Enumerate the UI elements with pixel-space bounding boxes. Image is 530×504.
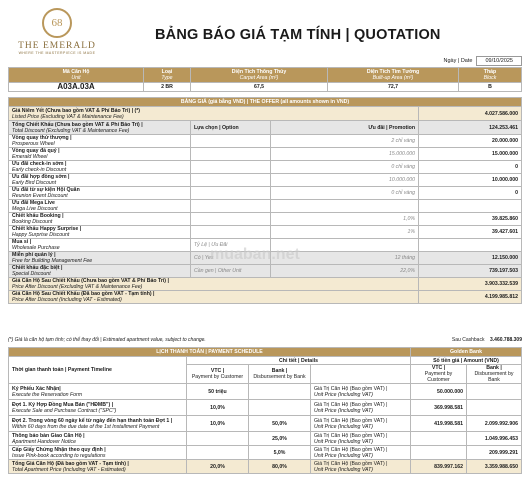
after-discount-value: 3.903.332.539 [419,278,522,291]
details-header: Chi tiết | Details [187,357,411,365]
bank-header: Bank | Disbursement by Bank [249,365,311,384]
offer-header: BẢNG GIÁ (giá bằng VND) | THE OFFER (all amounts shown in VND) [9,98,522,107]
cashback-label: Sau Cashback [451,337,485,343]
schedule-row: Đợt 2. Trong vòng 60 ngày kể từ ngày đến hạn thanh toán Đợt 1 | Within 60 days from the due date of the 1st Installment Payment 10,0% 50,0% Giá Trị Căn Hộ (Bao gồm VAT) | Unit Price (Including VAT) 419.998.581 2.099.992.906 [9,416,522,432]
date-label: Ngày | Date [443,58,473,64]
discount-row: Vòng quay thử thượng | Prosperous Wheel 2 chỉ vàng 20.000.000 [9,135,522,148]
unit-builtup-area: 72,7 [328,83,459,92]
after-discount-vat-row: Giá Căn Hộ Sau Chiết Khấu (Đã bao gồm VAT - Tạm tính) | Price After Discount (Including VAT - Estimated) 4.199.985.812 [9,291,522,304]
discount-row: Mua sỉ | Wholesale Purchase Tỷ Lệ | Ưu Đãi [9,239,522,252]
schedule-total-row: Tổng Giá Căn Hộ (Đã bao gồm VAT - Tạm tính) | Total Apartment Price (Including VAT - Estimated) 20,0% 80,0% Giá Trị Căn Hộ (Bao gồm VAT) | Unit Price (Including VAT) 839.997.162 3.359.988.650 [9,460,522,474]
option-header: Lựa chọn | Option [191,121,271,135]
unit-code: A03A.03A [9,83,144,92]
payment-schedule-table [8,347,522,474]
builtup-area-header: Diện Tích Tim Tường Built-up Area (m²) [328,68,459,83]
offer-table [8,97,522,304]
unit-header-row [9,68,522,83]
discount-row: Ưu đãi check-in sớm | Early check-in Discount 0 chỉ vàng 0 [9,161,522,174]
discount-total-value: 124.253.461 [419,121,522,135]
unit-type-header: Loại Type [144,68,191,83]
discount-header-row [9,121,522,135]
amount-vtc-header: VTC | Payment by Customer [411,365,467,384]
list-price-label: Giá Niêm Yết (Chưa bao gồm VAT & Phí Bảo Trì) | (*) Listed Price (Excluding VAT & Maintenance Fee) [9,107,419,121]
after-discount-row: Giá Căn Hộ Sau Chiết Khấu (Chưa bao gồm VAT & Phí Bảo Trì) | Price After Discount (Excluding VAT & Maintenance Fee) 3.903.332.539 [9,278,522,291]
discount-row: Chiết khấu đặc biệt | Special Discount Cần gen | Other Unit 22,0% 739.197.503 [9,265,522,278]
date-value: 09/10/2025 [476,56,522,66]
timeline-header: Thời gian thanh toán | Payment Timeline [9,357,187,384]
tower-header: Tháp Block [459,68,522,83]
schedule-header: LỊCH THANH TOÁN | PAYMENT SCHEDULE [9,348,411,357]
discount-total-label: Tổng Chiết Khấu (Chưa bao gồm VAT & Phí Bảo Trì) | Total Discount (Excluding VAT & Maintenance Fee) [9,121,191,135]
discount-row: Chiết khấu Booking | Booking Discount 1,0% 39.825.860 [9,213,522,226]
unit-type: 2 BR [144,83,191,92]
list-price-value: 4.027.586.000 [419,107,522,121]
unit-row [9,83,522,92]
amount-header: Số tiền giá | Amount (VND) [411,357,522,365]
schedule-header-row [9,348,522,357]
unit-carpet-area: 67,5 [191,83,328,92]
discount-row: Miễn phí quản lý | Free for Building Management Fee Có | Yes 12 tháng 12.150.000 [9,252,522,265]
vtc-header: VTC | Payment by Customer [187,365,249,384]
schedule-row: Cấp Giấy Chứng Nhận theo quy định | Issue Pink-book according to regulations 5,0% Giá Trị Căn Hộ (Bao gồm VAT) | Unit Price (Including VAT) 209.999.291 [9,446,522,460]
golden-bank-header: Golden Bank [411,348,522,357]
estimate-note: (*) Giá là căn hộ tạm tính; có thể thay đổi | Estimated apartment value, subject to change. [8,337,206,343]
monogram-icon: 68 [42,8,72,38]
after-discount-vat-value: 4.199.985.812 [419,291,522,304]
schedule-row: Đợt 1. Ký Hợp Đồng Mua Bán ("HĐMB") | Execute Sale and Purchase Contract ("SPC") 10,0% Giá Trị Căn Hộ (Bao gồm VAT) | Unit Price (Including VAT) 369.998.581 [9,400,522,416]
discount-row: Chiết khấu Happy Surprise | Happy Surprise Discount 1% 39.427.601 [9,226,522,239]
list-price-row [9,107,522,121]
promotion-header: Ưu đãi | Promotion [271,121,419,135]
brand-logo [12,8,102,64]
discount-row: Vòng quay đá quý | Emerald Wheel 15.000.000 15.000.000 [9,148,522,161]
brand-name: THE EMERALD [18,41,96,51]
schedule-row: Ký Phiếu Xác Nhận| Execute the Reservation Form 50 triệu Giá Trị Căn Hộ (Bao gồm VAT) | Unit Price (Including VAT) 50.000.000 [9,384,522,400]
schedule-row: Thông báo bàn Giao Căn Hộ | Apartment Handover Notice 25,0% Giá Trị Căn Hộ (Bao gồm VAT) | Unit Price (Including VAT) 1.049.996.453 [9,432,522,446]
discount-row: Ưu đãi Mega Live Mega Live Discount [9,200,522,213]
cashback-value: 3.460.788.309 [490,337,522,343]
discount-row: Ưu đãi hợp đồng sớm | Early Bird Discount 10.000.000 10.000.000 [9,174,522,187]
watermark: muaban.net [210,246,300,263]
date-box [444,56,522,66]
discount-row: Ưu đãi từ sự kiện Hội Quân Reunion Event Discount 0 chỉ vàng 0 [9,187,522,200]
unit-tower: B [459,83,522,92]
unit-table [8,67,522,92]
brand-tagline: WHERE THE MASTERPIECE IS MADE [18,51,96,55]
carpet-area-header: Diện Tích Thông Thủy Carpet Area (m²) [191,68,328,83]
unit-code-header: Mã Căn Hộ Unit [9,68,144,83]
note-row [8,337,522,343]
amount-bank-header: Bank | Disbursement by Bank [467,365,522,384]
page-title: BẢNG BÁO GIÁ TẠM TÍNH | QUOTATION [155,27,441,43]
